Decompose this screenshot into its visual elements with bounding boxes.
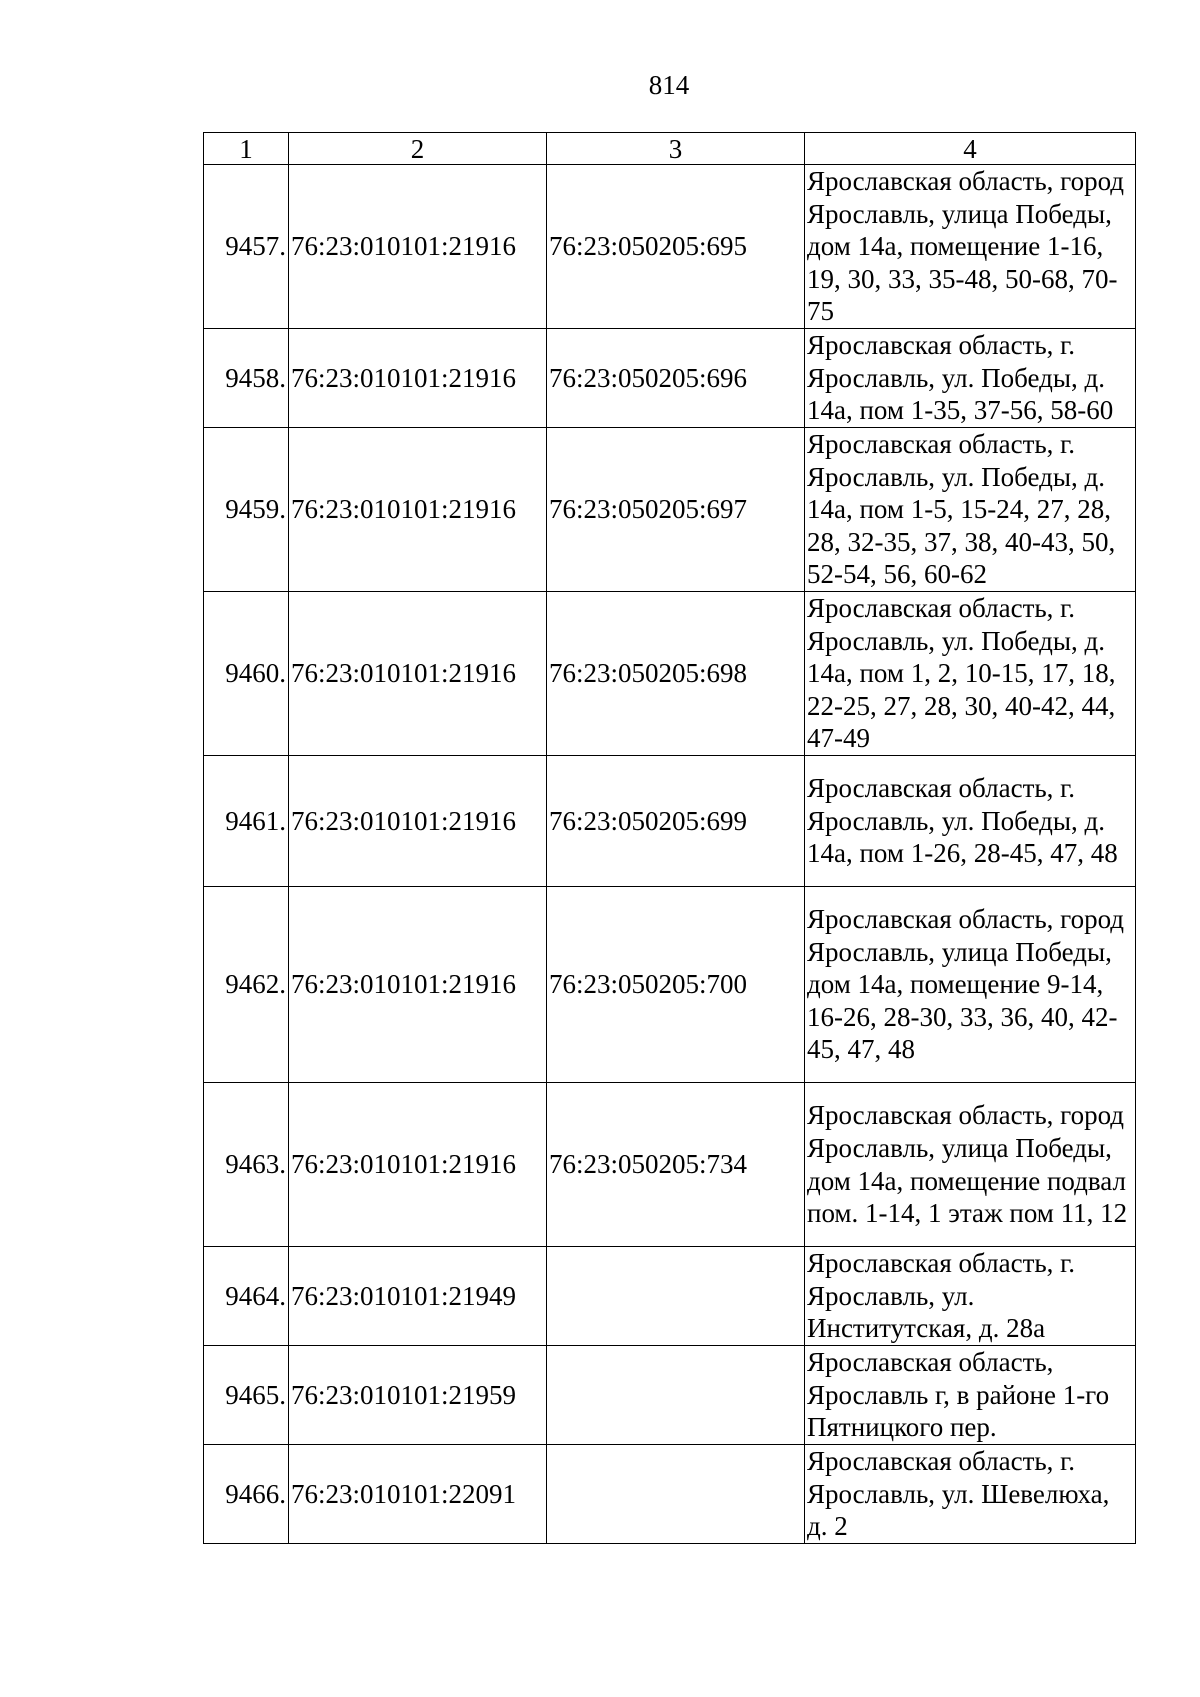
table-row [204,1083,1136,1247]
cadastral-number-object: 76:23:050205:698 [547,592,805,756]
cadastral-number-land: 76:23:010101:21916 [289,756,547,887]
column-header-1: 1 [204,133,289,165]
cadastral-number-land: 76:23:010101:21916 [289,165,547,329]
row-number: 9463. [204,1083,289,1247]
cadastral-number-land: 76:23:010101:22091 [289,1445,547,1544]
address-cell: Ярославская область, г. Ярославль, ул. Шевелюха, д. 2 [805,1445,1136,1544]
cadastral-number-object: 76:23:050205:696 [547,329,805,428]
cadastral-number-object: 76:23:050205:699 [547,756,805,887]
address-cell: Ярославская область, г. Ярославль, ул. Победы, д. 14а, пом 1, 2, 10-15, 17, 18, 22-25, 27, 28, 30, 40-42, 44, 47-49 [805,592,1136,756]
address-cell: Ярославская область, г. Ярославль, ул. Институтская, д. 28а [805,1247,1136,1346]
row-number: 9460. [204,592,289,756]
header-row [204,133,1136,165]
row-number: 9461. [204,756,289,887]
table-row [204,329,1136,428]
cadastral-number-land: 76:23:010101:21916 [289,329,547,428]
address-cell: Ярославская область, город Ярославль, улица Победы, дом 14а, помещение подвал пом. 1-14, 1 этаж пом 11, 12 [805,1083,1136,1247]
address-cell: Ярославская область, г. Ярославль, ул. Победы, д. 14а, пом 1-35, 37-56, 58-60 [805,329,1136,428]
cadastral-number-land: 76:23:010101:21959 [289,1346,547,1445]
table-row [204,756,1136,887]
table-row [204,1445,1136,1544]
address-cell: Ярославская область, город Ярославль, улица Победы, дом 14а, помещение 9-14, 16-26, 28-30, 33, 36, 40, 42-45, 47, 48 [805,887,1136,1083]
cadastral-number-land: 76:23:010101:21916 [289,428,547,592]
row-number: 9457. [204,165,289,329]
row-number: 9465. [204,1346,289,1445]
column-header-2: 2 [289,133,547,165]
table-row [204,428,1136,592]
cadastral-number-object [547,1445,805,1544]
cadastral-number-object: 76:23:050205:697 [547,428,805,592]
table-row [204,165,1136,329]
table-row [204,1247,1136,1346]
cadastral-number-object [547,1247,805,1346]
address-cell: Ярославская область, Ярославль г, в районе 1-го Пятницкого пер. [805,1346,1136,1445]
cadastral-number-land: 76:23:010101:21916 [289,592,547,756]
cadastral-number-land: 76:23:010101:21916 [289,887,547,1083]
column-header-3: 3 [547,133,805,165]
address-cell: Ярославская область, г. Ярославль, ул. Победы, д. 14а, пом 1-5, 15-24, 27, 28, 28, 32-35, 37, 38, 40-43, 50, 52-54, 56, 60-62 [805,428,1136,592]
page-number: 814 [648,70,690,100]
table-row [204,1346,1136,1445]
cadastral-number-land: 76:23:010101:21916 [289,1083,547,1247]
column-header-4: 4 [805,133,1136,165]
row-number: 9466. [204,1445,289,1544]
row-number: 9459. [204,428,289,592]
address-cell: Ярославская область, город Ярославль, улица Победы, дом 14а, помещение 1-16, 19, 30, 33, 35-48, 50-68, 70-75 [805,165,1136,329]
row-number: 9458. [204,329,289,428]
row-number: 9464. [204,1247,289,1346]
cadastral-number-object: 76:23:050205:695 [547,165,805,329]
address-cell: Ярославская область, г. Ярославль, ул. Победы, д. 14а, пом 1-26, 28-45, 47, 48 [805,756,1136,887]
row-number: 9462. [204,887,289,1083]
table-row [204,887,1136,1083]
cadastral-number-object: 76:23:050205:700 [547,887,805,1083]
table-row [204,592,1136,756]
cadastral-number-object: 76:23:050205:734 [547,1083,805,1247]
registry-table [203,132,1136,1544]
cadastral-number-object [547,1346,805,1445]
cadastral-number-land: 76:23:010101:21949 [289,1247,547,1346]
